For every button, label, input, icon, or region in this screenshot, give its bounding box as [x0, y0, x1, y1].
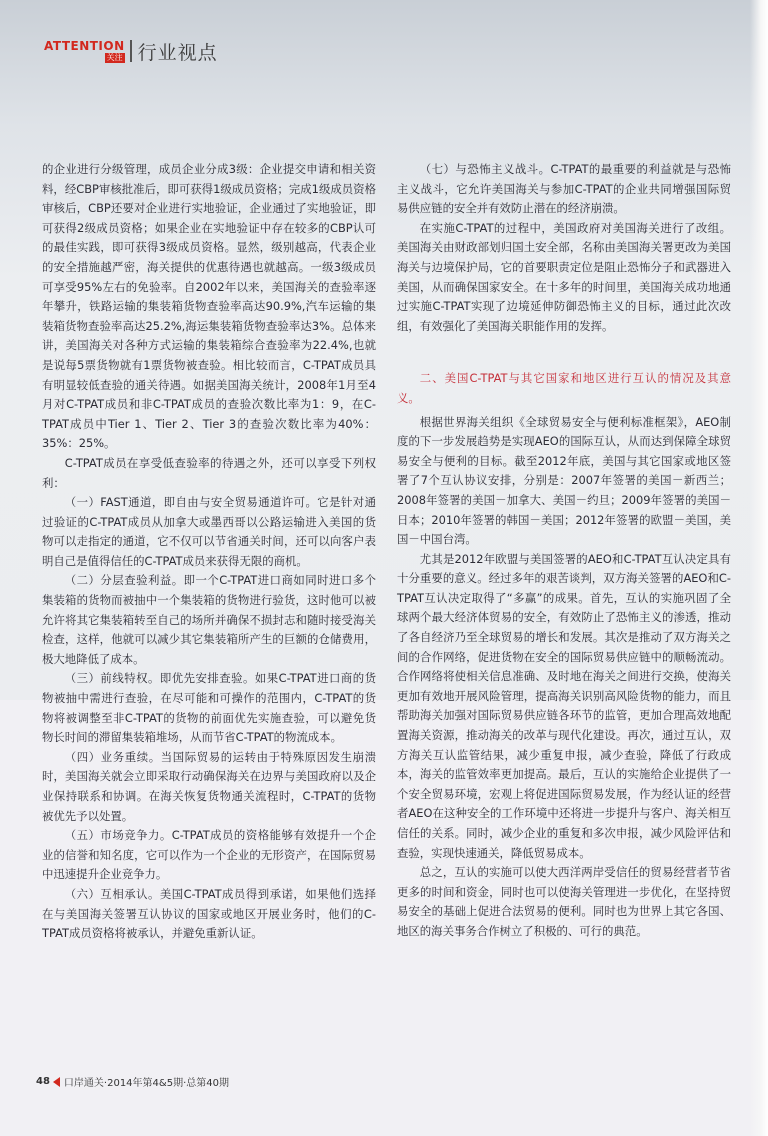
- brand-logo: [44, 40, 125, 63]
- page-edge-shadow: [750, 0, 768, 1136]
- left-paragraph-1: 的企业进行分级管理，成员企业分成3级：企业提交申请和相关资料，经CBP审核批准后，即可获得1级成员资格；完成1级成员资格审核后，CBP还要对企业进行实地验证，企业通过了实地验证，即可获得2级成员资格；如果企业在实地验证中存在较多的CBP认可的最佳实践，即可获得3级成员资格。显然，级别越高，代表企业的安全措施越严密，海关提供的优惠待遇也就越高。一级3级成员可享受95%左右的免验率。自2002年以来，美国海关的查验率逐年攀升，铁路运输的集装箱货物查验率高达90.9%,汽车运输的集装箱货物查验率高达25.2%,海运集装箱货物查验率达3%。总体来讲，美国海关对各种方式运输的集装箱综合查验率为22.4%,也就是说每5票货物就有1票货物被查验。相比较而言，C-TPAT成员具有明显较低查验的通关待遇。如据美国海关统计，2008年1月至4月对C-TPAT成员和非C-TPAT成员的查验次数比率为1：9，在C-TPAT成员中Tier 1、Tier 2、Tier 3的查验次数比率为40%：35%：25%。: [42, 162, 376, 451]
- right-section-paragraph-1: 根据世界海关组织《全球贸易安全与便利标准框架》，AEO制度的下一步发展趋势是实现AEO的国际互认，从而达到保障全球贸易安全与便利的目标。截至2012年底，美国与其它国家或地区签署了7个互认协议安排，分别是：2007年签署的美国－新西兰；2008年签署的美国－加拿大、美国－约旦；2009年签署的美国－日本；2010年签署的韩国－美国；2012年签署的欧盟－美国，美国－中国台湾。: [397, 414, 731, 547]
- left-paragraph-3: （一）FAST通道，即自由与安全贸易通道许可。它是针对通过验证的C-TPAT成员从加拿大或墨西哥以公路运输进入美国的货物可以走指定的通道，它不仅可以节省通关时间，还可以向客户表明自己是值得信任的C-TPAT成员来获得无限的商机。: [42, 495, 376, 568]
- page-number: 48: [36, 1076, 50, 1087]
- right-section-paragraph-3: 总之，互认的实施可以使大西洋两岸受信任的贸易经营者节省更多的时间和资金，同时也可以使海关管理进一步优化，在坚持贸易安全的基础上促进合法贸易的便利。同时也为世界上其它各国、地区的海关事务合作树立了积极的、可行的典范。: [397, 865, 731, 938]
- section-title: 行业视点: [137, 41, 218, 64]
- page-footer: [36, 1074, 229, 1089]
- section-heading: 二、美国C-TPAT与其它国家和地区进行互认的情况及其意义。: [397, 371, 731, 405]
- left-paragraph-7: （五）市场竞争力。C-TPAT成员的资格能够有效提升一个企业的信誉和知名度，它可以作为一个企业的无形资产，在国际贸易中迅速提升企业竞争力。: [42, 828, 376, 882]
- left-paragraph-8: （六）互相承认。美国C-TPAT成员得到承诺，如果他们选择在与美国海关签署互认协议的国家或地区开展业务时，他们的C-TPAT成员资格将被承认，并避免重新认证。: [42, 886, 376, 941]
- header-divider: [130, 40, 132, 62]
- publication-info: 口岸通关·2014年第4&5期·总第40期: [63, 1078, 229, 1089]
- right-column: [397, 160, 731, 942]
- left-paragraph-2: C-TPAT成员在享受低查验率的待遇之外，还可以享受下列权利：: [42, 455, 376, 490]
- brand-en-label: ATTENTION: [44, 38, 125, 53]
- left-column: [42, 160, 376, 944]
- page-header: [44, 36, 218, 66]
- left-paragraph-5: （三）前线特权。即优先安排查验。如果C-TPAT进口商的货物被抽中需进行查验，在尽可能和可操作的范围内，C-TPAT的货物将被调整至非C-TPAT的货物的前面优先实施查验，可以避免货物长时间的滞留集装箱堆场，从而节省C-TPAT的物流成本。: [42, 671, 376, 745]
- triangle-left-icon: [53, 1077, 60, 1087]
- left-paragraph-4: （二）分层查验利益。即一个C-TPAT进口商如同时进口多个集装箱的货物而被抽中一个集装箱的货物进行验货，这时他可以被允许将其它集装箱转至自己的场所并确保不损封志和随时接受海关检查，这样，他就可以减少其它集装箱所产生的巨额的仓储费用，极大地降低了成本。: [42, 573, 376, 666]
- right-paragraph-2: 在实施C-TPAT的过程中，美国政府对美国海关进行了改组。美国海关由财政部划归国土安全部，名称由美国海关署更改为美国海关与边境保护局，它的首要职责定位是阻止恐怖分子和武器进入美国，从而确保国家安全。在十多年的时间里，美国海关成功地通过实施C-TPAT实现了边境延伸防御恐怖主义的目标，通过此次改组，有效强化了美国海关职能作用的发挥。: [397, 220, 731, 333]
- right-paragraph-1: （七）与恐怖主义战斗。C-TPAT的最重要的利益就是与恐怖主义战斗，它允许美国海关与参加C-TPAT的企业共同增强国际贸易供应链的安全并有效防止潜在的经济崩溃。: [397, 162, 731, 216]
- left-paragraph-6: （四）业务重续。当国际贸易的运转由于特殊原因发生崩溃时，美国海关就会立即采取行动确保海关在边界与美国政府以及企业保持联系和协调。在海关恢复货物通关流程时，C-TPAT的货物被优先予以处置。: [42, 749, 376, 823]
- brand-cn-label: 关注: [106, 52, 123, 62]
- right-section-paragraph-2: 尤其是2012年欧盟与美国签署的AEO和C-TPAT互认决定具有十分重要的意义。经过多年的艰苦谈判，双方海关签署的AEO和C-TPAT互认决定取得了“多赢”的成果。首先，互认的实施巩固了全球两个最大经济体贸易的安全，有效防止了恐怖主义的渗透，推动了各自经济乃至全球贸易的增长和发展。其次是推动了双方海关之间的合作网络，促进货物在安全的国际贸易供应链中的顺畅流动。合作网络将使相关信息准确、及时地在海关之间进行交换，使海关更加有效地开展风险管理，提高海关识别高风险货物的能力，而且帮助海关加强对国际贸易供应链各环节的监管，更加合理高效地配置海关资源，推动海关的改革与现代化建设。再次，通过互认，双方海关互认监管结果，减少重复申报，减少查验，降低了行政成本，海关的监管效率更加提高。最后，互认的实施给企业提供了一个安全贸易环境，宏观上将促进国际贸易发展，作为经认证的经营者AEO在这种安全的工作环境中还将进一步提升与客户、海关相互信任的关系。同时，减少企业的重复和多次申报，减少风险评估和查验，实现快速通关，降低贸易成本。: [397, 551, 731, 860]
- paragraph-gap: [397, 336, 731, 355]
